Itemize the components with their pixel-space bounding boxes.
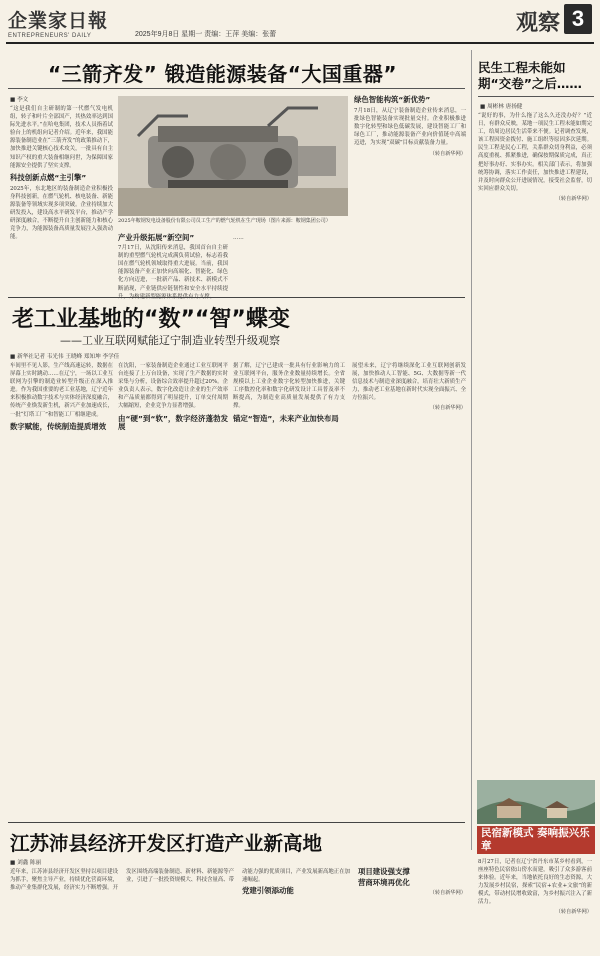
right-top-source: （转自新华网） — [555, 195, 592, 202]
right-top-rule — [478, 96, 594, 97]
lead-column-3: …… — [233, 235, 244, 241]
right-top-body — [478, 112, 592, 812]
bottom-subhead-2: 项目建设强支撑 — [358, 867, 410, 876]
middle-paragraph-1: 车间里不见人影，生产线高速运转，数据在屏幕上实时跳动……在辽宁，一场以工业互联网为引擎的制造业转型升级正在深入推进。作为我国重要的老工业基地，辽宁近年来积极推动数字技术与实体经济深度融合，传统产业焕发新生机，新兴产业加速成长，一批“灯塔工厂”和智能工厂相继建成。 — [10, 363, 113, 418]
lead-byline: ■ 李文 — [10, 97, 29, 103]
middle-column-3 — [233, 362, 345, 820]
middle-paragraph-2: 在沈阳，一家装备制造企业通过工业互联网平台连接了上万台设备，实现了生产数据的实时采集与分析，设备综合效率提升超过20%。企业负责人表示，数字化改造让企业的生产效率和产品质量都得到了明显提升，订单交付周期大幅缩短，企业竞争力显著增强。 — [118, 363, 228, 410]
bottom-body — [10, 868, 466, 950]
homestay-photo — [477, 780, 595, 824]
bottom-paragraph: 近年来，江苏沛县经济开发区坚持以项目建设为抓手，聚焦主导产业，持续优化营商环境，推动产业集群化发展，经济实力不断增强。开发区围绕高端装备制造、新材料、新能源等产业，引进了一批投资规模大、科技含量高、带动能力强的优质项目，产业发展新高地正在加速崛起。 — [10, 869, 350, 892]
homestay-paragraph: 8月27日，记者在辽宁省丹东市某乡村看到，一座座特色民宿依山傍水而建，吸引了众多游客前来体验。近年来，当地依托良好的生态资源，大力发展乡村民宿，探索“民宿+农业+文旅”的新模式，带动村民增收致富，为乡村振兴注入了新活力。 — [478, 859, 592, 906]
right-top-byline: ■ 周彬林 唐扬健 — [480, 104, 523, 110]
bottom-subhead-3: 营商环境再优化 — [358, 878, 410, 888]
lead-paragraph-4: 7月18日，从辽宁装备制造企业传来消息，一批绿色智能装备实现批量交付。企业积极推进数字化转型和绿色低碳发展，建设智能工厂和绿色工厂，推动能源装备产业向价值链中高端迈进，为实现“双碳”目标贡献装备力量。 — [354, 108, 466, 147]
middle-column-2 — [118, 362, 228, 820]
middle-subhead-1: 数字赋能，传统制造提质增效 — [10, 421, 107, 431]
middle-subheadline: ——工业互联网赋能辽宁制造业转型升级观察 — [60, 334, 280, 347]
middle-top-rule — [8, 297, 465, 298]
engine-photo — [118, 96, 348, 216]
gas-turbine-illustration — [118, 96, 348, 216]
issue-date-line: 2025年9月8日 星期一 责编：王萍 美编：张蕾 — [135, 31, 277, 38]
middle-paragraph-3: 据了解，辽宁已建成一批具有行业影响力的工业互联网平台，服务企业数量持续增长。全省规模以上工业企业数字化转型加快推进，关键工序数控化率和数字化研发设计工具普及率不断提高，为制造业高质量发展提供了有力支撑。 — [233, 363, 345, 410]
middle-subhead-2: 由“硬”到“软”，数字经济蓬勃发展 — [118, 413, 228, 431]
bottom-byline: ■ 刘鑫 陈丽 — [10, 860, 42, 866]
bottom-subhead-1: 党建引领添动能 — [242, 886, 294, 896]
photo-caption: 2025年鞍钢发电设备股份有限公司员工生产的燃气轮机在生产现场（图片来源：鞍钢集团公司） — [118, 218, 331, 224]
middle-column-1 — [10, 362, 113, 820]
lead-subhead-1: 科技创新点燃“主引擎” — [10, 172, 87, 182]
lead-column-2 — [118, 234, 228, 292]
lead-paragraph-1: “这是我们自主研制的第一代燃气发电机组，转子和叶片全部国产，其热效率达到国际先进水平。”在哈电集团，技术人员指着试验台上的机组向记者介绍。近年来，我国能源装备制造业在“三箭齐发”的政策推动下，加快推进关键核心技术攻关，一批具有自主知识产权的重大装备相继问世，为保障国家能源安全提供了坚实支撑。 — [10, 106, 113, 169]
newspaper-logo — [8, 6, 118, 40]
homestay-headline: 民宿新模式 奏响振兴乐章 — [481, 827, 590, 852]
homestay-headline-box — [477, 826, 595, 854]
right-top-headline: 民生工程未能如期“交卷”之后…… — [478, 60, 582, 91]
section-title: 观察 — [515, 11, 560, 36]
middle-column-4 — [352, 362, 466, 820]
logo-english: ENTREPRENEURS' DAILY — [8, 33, 92, 39]
lead-rule — [8, 88, 465, 89]
lead-subhead-3: 绿色智能构筑“新优势” — [354, 95, 431, 104]
middle-source: （转自新华网） — [429, 405, 466, 412]
middle-headline: 老工业基地的“数”“智”蝶变 — [12, 307, 290, 332]
lead-column-1 — [10, 105, 113, 291]
middle-subhead-3: 锚定“智造”，未来产业加快布局 — [233, 413, 339, 423]
right-column-divider — [471, 50, 472, 850]
lead-headline: “三箭齐发” 锻造能源装备“大国重器” — [48, 62, 398, 86]
homestay-body — [478, 858, 592, 950]
right-top-paragraph: “说好的事，为什么拖了这么久还没办好？”近日，有群众反映，某地一项民生工程未能如期完工，给周边居民生活带来不便。记者调查发现，该工程因资金拨付、施工组织等原因多次延期。民生工程是民心工程，关系群众切身利益，必须高度重视、抓紧推进，确保按期保质完成，真正把好事办好、实事办实。相关部门表示，将加强统筹协调，落实工作责任，加快推进工程建设，并及时向群众公开进展情况，接受社会监督，切实回应群众关切。 — [478, 113, 592, 192]
lead-subhead-2: 产业升级拓展“新空间” — [118, 233, 195, 242]
bottom-headline: 江苏沛县经济开发区打造产业新高地 — [10, 832, 323, 855]
middle-paragraph-4: 展望未来，辽宁将继续深化工业互联网创新发展，加快推动人工智能、5G、大数据等新一代信息技术与制造业深度融合，培育壮大新质生产力，推动老工业基地在新时代实现全面振兴、全方位振兴。 — [352, 363, 466, 402]
lead-column-4 — [354, 96, 466, 294]
middle-byline: ■ 新华社记者 韦光伟 王晓峰 郑知坤 李学佳 — [10, 354, 120, 360]
lead-source: （转自新华网） — [429, 150, 466, 157]
lead-paragraph-2: 2025年，东北地区的装备制造企业积极投身科技创新，在燃气轮机、核电装备、新能源装备等领域实现多项突破。企业持续加大研发投入，建设高水平研发平台，推动产学研深度融合，不断提升自主创新能力和核心竞争力，为能源装备高质量发展注入强劲动能。 — [10, 185, 113, 241]
masthead-rule — [6, 42, 594, 44]
lead-paragraph-3: 7月17日，从沈阳传来消息，我国首台自主研制的重型燃气轮机完成满负荷试验，标志着我国在燃气轮机领域取得重大进展。当前，我国能源装备产业正加快向高端化、智能化、绿色化方向迈进，一批新产品、新技术、新模式不断涌现，产业链供应链韧性和安全水平持续提 — [118, 245, 228, 292]
logo-chinese: 企業家日報 — [8, 10, 109, 32]
bottom-top-rule — [8, 822, 465, 823]
page-number: 3 — [564, 4, 592, 34]
bottom-source: （转自新华网） — [429, 890, 466, 897]
homestay-illustration — [477, 780, 595, 824]
homestay-source: （转自新华网） — [555, 908, 592, 915]
